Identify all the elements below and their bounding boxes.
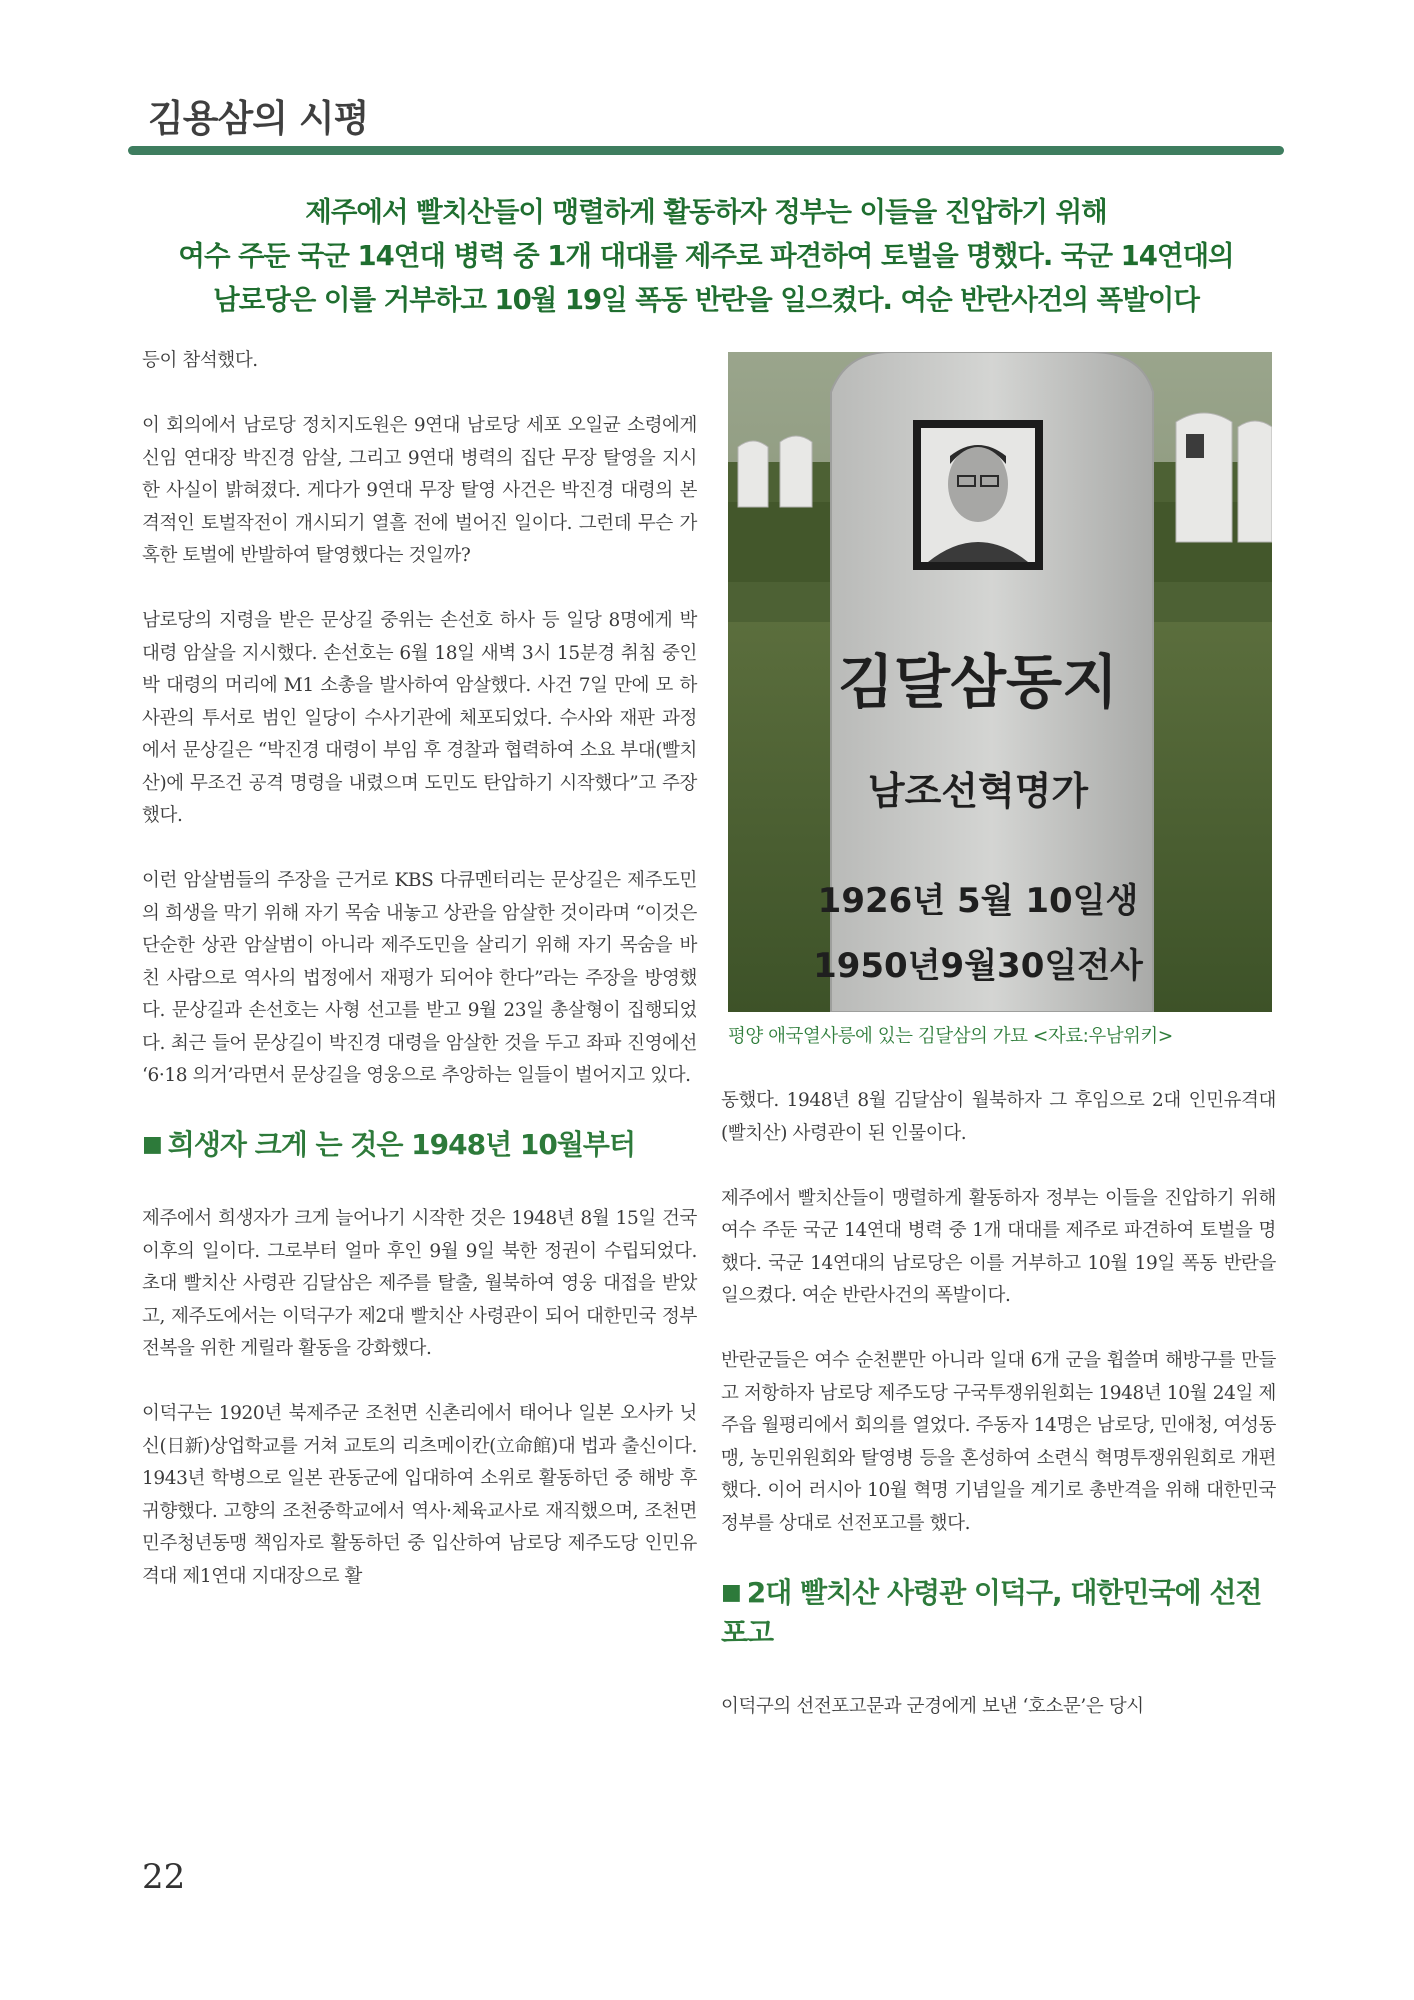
tombstone-photo (728, 352, 1272, 1012)
tomb-name-text: 김달삼동지 (837, 648, 1119, 716)
paragraph: 이덕구는 1920년 북제주군 조천면 신촌리에서 태어나 일본 오사카 닛신(日新)상업학교를 거쳐 교토의 리츠메이칸(立命館)대 법과 출신이다. 1943년 학병으로 일본 관동군에 입대하여 소위로 활동하던 중 해방 후 귀향했다. 고향의 조천중학교에서 역사·체육교사로 재직했으며, 조천면 민주청년동맹 책임자로 활동하던 중 입산하여 남로당 제주도당 인민유격대 제1연대 지대장으로 활 (142, 1403, 697, 1587)
header-divider (128, 146, 1284, 155)
tomb-birth-text: 1926년 5월 10일생 (817, 881, 1139, 921)
tomb-death-text: 1950년9월30일전사 (813, 946, 1143, 986)
pull-quote-line: 남로당은 이를 거부하고 10월 19일 폭동 반란을 일으켰다. 여순 반란사건의 폭발이다 (213, 284, 1199, 316)
tomb-title-text: 남조선혁명가 (867, 769, 1089, 813)
paragraph: 이 회의에서 남로당 정치지도원은 9연대 남로당 세포 오일균 소령에게 신임 연대장 박진경 암살, 그리고 9연대 병력의 집단 무장 탈영을 지시한 사실이 밝혀졌다. 게다가 9연대 무장 탈영 사건은 박진경 대령의 본격적인 토벌작전이 개시되기 열흘 전에 벌어진 일이다. 그런데 무슨 가혹한 토벌에 반발하여 탈영했다는 것일까? (142, 415, 697, 566)
subheading-text: 희생자 크게 는 것은 1948년 10월부터 (167, 1128, 636, 1161)
section-title: 김용삼의 시평 (148, 97, 369, 140)
pull-quote (128, 190, 1284, 322)
page-number: 22 (142, 1857, 186, 1897)
paragraph: 반란군들은 여수 순천뿐만 아니라 일대 6개 군을 휩쓸며 해방구를 만들고 저항하자 남로당 제주도당 구국투쟁위원회는 1948년 10월 24일 제주읍 월평리에서 회의를 열었다. 주동자 14명은 남로당, 민애청, 여성동맹, 농민위원회와 탈영병 등을 혼성하여 소련식 혁명투쟁위원회로 개편했다. 이어 러시아 10월 혁명 기념일을 계기로 총반격을 위해 대한민국 정부를 상대로 선전포고를 했다. (721, 1350, 1276, 1534)
square-bullet-icon: ■ (721, 1579, 741, 1605)
paragraph: 제주에서 희생자가 크게 늘어나기 시작한 것은 1948년 8월 15일 건국 이후의 일이다. 그로부터 얼마 후인 9월 9일 북한 정권이 수립되었다. 초대 빨치산 사령관 김달삼은 제주를 탈출, 월북하여 영웅 대접을 받았고, 제주도에서는 이덕구가 제2대 빨치산 사령관이 되어 대한민국 정부 전복을 위한 게릴라 활동을 강화했다. (142, 1208, 697, 1359)
paragraph: 남로당의 지령을 받은 문상길 중위는 손선호 하사 등 일당 8명에게 박 대령 암살을 지시했다. 손선호는 6월 18일 새벽 3시 15분경 취침 중인 박 대령의 머리에 M1 소총을 발사하여 암살했다. 사건 7일 만에 모 하사관의 투서로 범인 일당이 수사기관에 체포되었다. 수사와 재판 과정에서 문상길은 “박진경 대령이 부임 후 경찰과 협력하여 소요 부대(빨치산)에 무조건 공격 명령을 내렸으며 도민도 탄압하기 시작했다”고 주장했다. (142, 610, 697, 826)
paragraph: 이덕구의 선전포고문과 군경에게 보낸 ‘호소문’은 당시 (721, 1695, 1144, 1717)
photo-caption: 평양 애국열사릉에 있는 김달삼의 가묘 <자료:우남위키> (728, 1026, 1173, 1047)
paragraph: 이런 암살범들의 주장을 근거로 KBS 다큐멘터리는 문상길은 제주도민의 희생을 막기 위해 자기 목숨 내놓고 상관을 암살한 것이라며 “이것은 단순한 상관 암살범이 아니라 제주도민을 살리기 위해 자기 목숨을 바친 사람으로 역사의 법정에서 재평가 되어야 한다”라는 주장을 방영했다. 문상길과 손선호는 사형 선고를 받고 9월 23일 총살형이 집행되었다. 최근 들어 문상길이 박진경 대령을 암살한 것을 두고 좌파 진영에선 ‘6·18 의거’라면서 문상길을 영웅으로 추앙하는 일들이 벌어지고 있다. (142, 870, 697, 1086)
pull-quote-line: 제주에서 빨치산들이 맹렬하게 활동하자 정부는 이들을 진압하기 위해 (305, 196, 1107, 228)
pull-quote-line: 여수 주둔 국군 14연대 병력 중 1개 대대를 제주로 파견하여 토벌을 명했다. 국군 14연대의 (178, 240, 1234, 272)
paragraph: 제주에서 빨치산들이 맹렬하게 활동하자 정부는 이들을 진압하기 위해 여수 주둔 국군 14연대 병력 중 1개 대대를 제주로 파견하여 토벌을 명했다. 국군 14연대의 남로당은 이를 거부하고 10월 19일 폭동 반란을 일으켰다. 여순 반란사건의 폭발이다. (721, 1187, 1276, 1306)
right-column (721, 1085, 1276, 1756)
paragraph: 등이 참석했다. (142, 350, 258, 371)
subheading (142, 1125, 697, 1165)
left-column (142, 345, 697, 1626)
square-bullet-icon: ■ (142, 1132, 162, 1157)
subheading-text: 2대 빨치산 사령관 이덕구, 대한민국에 선전포고 (721, 1575, 1262, 1649)
subheading (721, 1573, 1276, 1653)
paragraph: 동했다. 1948년 8월 김달삼이 월북하자 그 후임으로 2대 인민유격대(빨치산) 사령관이 된 인물이다. (721, 1090, 1276, 1144)
